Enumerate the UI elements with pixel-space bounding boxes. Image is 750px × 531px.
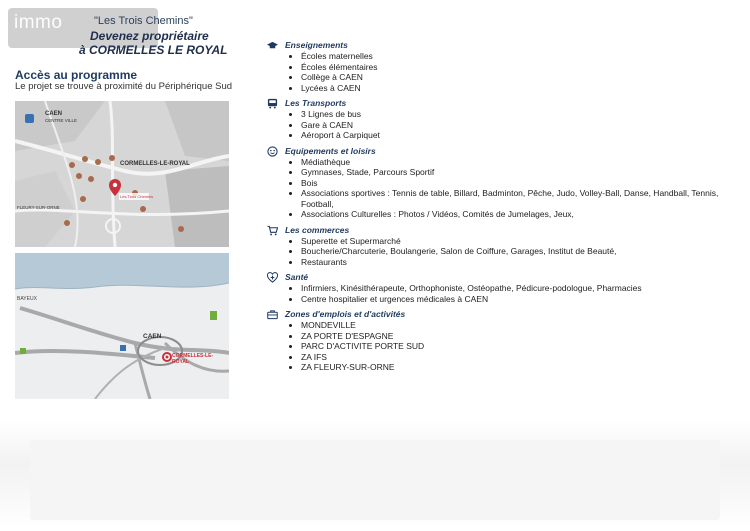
- blurred-footer-block: [30, 440, 720, 520]
- list-item: • ZA PORTE D'ESPAGNE: [301, 331, 737, 342]
- regional-map[interactable]: [15, 253, 229, 399]
- section-transport: [267, 97, 737, 141]
- list-item: • Aéroport à Carpiquet: [301, 130, 737, 141]
- headline-line-2: à CORMELLES LE ROYAL: [79, 43, 228, 57]
- list-item: • Infirmiers, Kinésithérapeute, Orthophoniste, Ostéopathe, Pédicure-podologue, Pharmacies: [301, 283, 737, 294]
- list-item: • Collège à CAEN: [301, 72, 737, 83]
- bus-icon: [267, 98, 278, 109]
- access-title: Accès au programme: [15, 68, 138, 82]
- access-subtitle: Le projet se trouve à proximité du Périphérique Sud: [15, 81, 233, 92]
- map-label-caen: CAEN: [45, 111, 63, 117]
- local-map[interactable]: [15, 101, 229, 247]
- briefcase-icon: [267, 309, 278, 320]
- map-label-bayeux: BAYEUX: [17, 296, 37, 302]
- list-item: • Lycées à CAEN: [301, 83, 737, 94]
- section-title: Zones d'emplois et d'activités: [285, 309, 406, 319]
- map-label-cormelles: CORMELLES-LE-ROYAL: [120, 161, 190, 167]
- section-title: Equipements et loisirs: [285, 145, 376, 156]
- list-item: • Centre hospitalier et urgences médicales à CAEN: [301, 294, 737, 305]
- shopping-cart-icon: [267, 225, 278, 236]
- list-item: • ZA IFS: [301, 352, 737, 363]
- list-item: • PARC D'ACTIVITE PORTE SUD: [301, 341, 737, 352]
- section-title: Santé: [285, 272, 309, 282]
- watermark-text: immo: [14, 12, 63, 33]
- section-title: Enseignements: [285, 40, 348, 50]
- map-label-fleury: FLEURY-SUR-ORNE: [17, 205, 60, 210]
- list-item: • ZA FLEURY-SUR-ORNE: [301, 362, 737, 373]
- map-label-cormelles-region: CORMELLES-LE-ROYAL: [172, 353, 214, 365]
- amenities-list: [267, 39, 737, 377]
- section-shops: [267, 224, 737, 268]
- health-icon: [267, 272, 278, 283]
- program-name: "Les Trois Chemins": [94, 15, 193, 27]
- list-item: • Associations sportives : Tennis de table, Billard, Badminton, Pêche, Judo, Volley-Ball, Danse, Handball, Tennis, Football,: [301, 188, 737, 209]
- section-health: [267, 271, 737, 304]
- map-label-caen-region: CAEN: [143, 333, 162, 340]
- list-item: • MONDEVILLE: [301, 320, 737, 331]
- list-item: • 3 Lignes de bus: [301, 109, 737, 120]
- map-label-project: Les Trois Chemins: [120, 194, 154, 199]
- regional-map-graphic: [15, 253, 229, 399]
- section-leisure: [267, 145, 737, 220]
- list-item: • Écoles élémentaires: [301, 62, 737, 73]
- graduation-cap-icon: [267, 40, 278, 51]
- list-item: • Gymnases, Stade, Parcours Sportif: [301, 167, 737, 178]
- list-item: • Associations Culturelles : Photos / Vidéos, Comités de Jumelages, Jeux,: [301, 209, 737, 220]
- smiley-icon: [267, 146, 278, 157]
- list-item: • Médiathèque: [301, 157, 737, 168]
- list-item: • Bois: [301, 178, 737, 189]
- section-title: Les Transports: [285, 98, 347, 108]
- map-label-caen-center: CENTRE VILLE: [45, 118, 78, 123]
- headline-line-1: Devenez propriétaire: [90, 29, 209, 43]
- list-item: • Restaurants: [301, 257, 737, 268]
- list-item: • Écoles maternelles: [301, 51, 737, 62]
- section-title: Les commerces: [285, 224, 350, 235]
- list-item: • Boucherie/Charcuterie, Boulangerie, Salon de Coiffure, Garages, Institut de Beauté,: [301, 246, 737, 257]
- list-item: • Superette et Supermarché: [301, 236, 737, 247]
- section-education: [267, 39, 737, 93]
- list-item: • Gare à CAEN: [301, 120, 737, 131]
- section-employment: [267, 308, 737, 373]
